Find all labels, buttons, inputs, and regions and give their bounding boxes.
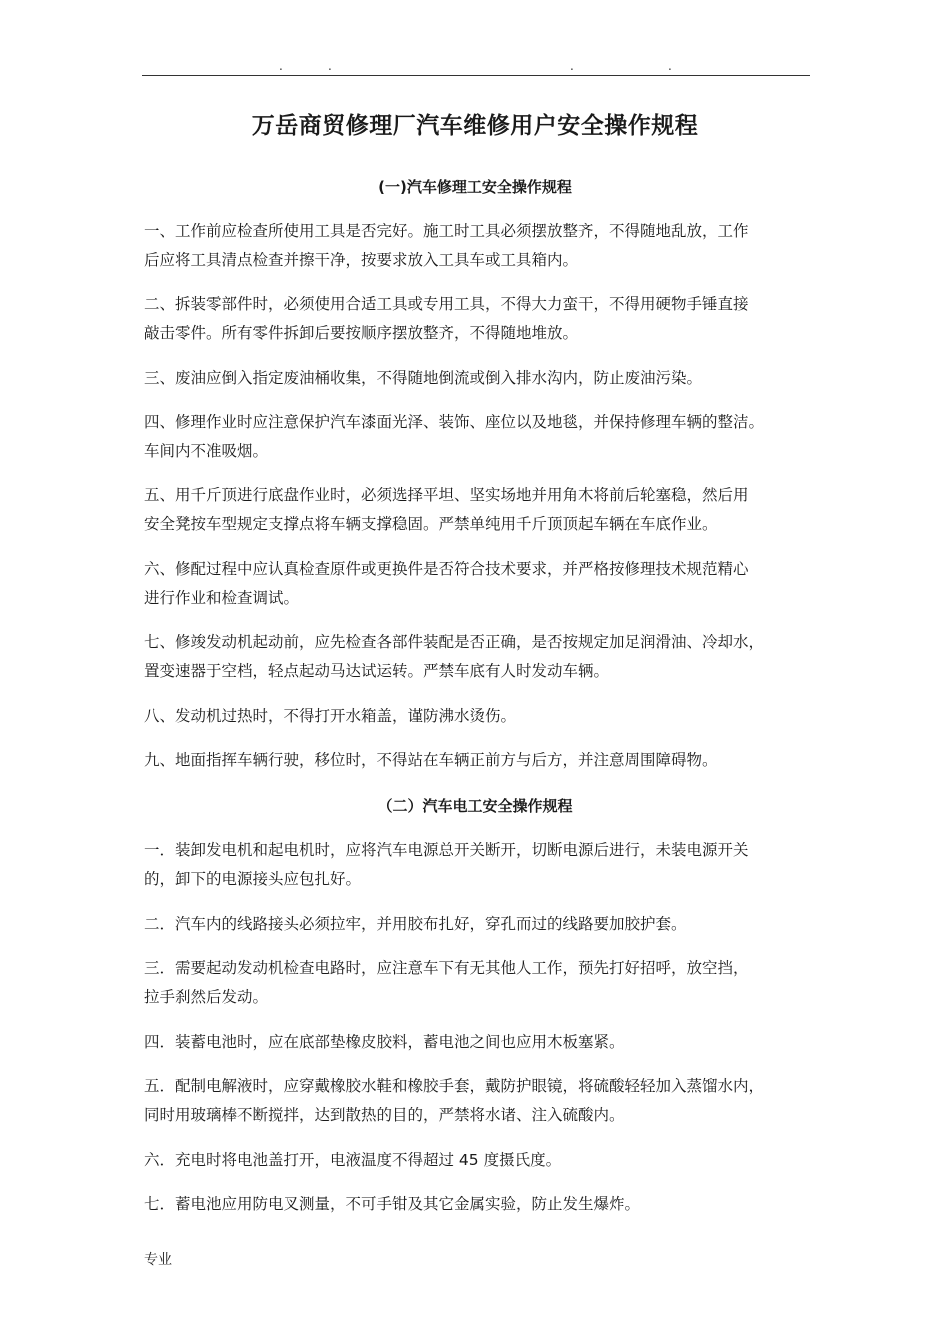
rule-line: 一．装卸发电机和起电机时，应将汽车电源总开关断开，切断电源后进行，未装电源开关 — [144, 841, 749, 859]
rule-line: 七、修竣发动机起动前，应先检查各部件装配是否正确，是否按规定加足润滑油、冷却水， — [144, 633, 765, 651]
rule-item — [144, 1072, 824, 1130]
rule-line: 三、废油应倒入指定废油桶收集，不得随地倒流或倒入排水沟内，防止废油污染。 — [144, 369, 703, 387]
rule-item — [144, 408, 824, 466]
rule-line: 四．装蓄电池时，应在底部垫橡皮胶料，蓄电池之间也应用木板塞紧。 — [144, 1033, 625, 1051]
rule-item — [144, 1028, 824, 1057]
rule-line: 八、发动机过热时，不得打开水箱盖，谨防沸水烫伤。 — [144, 707, 517, 725]
rule-line: 敲击零件。所有零件拆卸后要按顺序摆放整齐，不得随地堆放。 — [144, 324, 579, 342]
rule-line: 五．配制电解液时，应穿戴橡胶水鞋和橡胶手套，戴防护眼镜，将硫酸轻轻加入蒸馏水内， — [144, 1077, 765, 1095]
header-rule — [142, 75, 810, 76]
header-mark: . — [279, 59, 283, 73]
rule-line: 七．蓄电池应用防电叉测量，不可手钳及其它金属实验，防止发生爆炸。 — [144, 1195, 641, 1213]
rule-item — [144, 1190, 824, 1219]
rule-line: 的，卸下的电源接头应包扎好。 — [144, 870, 362, 888]
rule-line: 六．充电时将电池盖打开，电液温度不得超过 45 度摄氏度。 — [144, 1151, 562, 1169]
rule-line: 同时用玻璃棒不断搅拌，达到散热的目的，严禁将水诸、注入硫酸内。 — [144, 1106, 625, 1124]
document-title: 万岳商贸修理厂汽车维修用户安全操作规程 — [251, 113, 699, 139]
rule-line: 一、工作前应检查所使用工具是否完好。施工时工具必须摆放整齐，不得随地乱放，工作 — [144, 222, 749, 240]
section-heading-electrician: （二）汽车电工安全操作规程 — [377, 797, 573, 815]
header-mark: . — [328, 59, 332, 73]
rule-line: 二、拆装零部件时，必须使用合适工具或专用工具，不得大力蛮干，不得用硬物手锤直接 — [144, 295, 749, 313]
rule-item — [144, 954, 824, 1012]
rule-line: 拉手刹然后发动。 — [144, 988, 269, 1006]
rule-item — [144, 290, 824, 348]
rule-line: 后应将工具清点检查并擦干净，按要求放入工具车或工具箱内。 — [144, 251, 579, 269]
rule-item — [144, 910, 824, 939]
rule-line: 三．需要起动发动机检查电路时，应注意车下有无其他人工作，预先打好招呼，放空挡， — [144, 959, 749, 977]
rule-item — [144, 836, 824, 894]
rule-item — [144, 481, 824, 539]
rule-line: 进行作业和检查调试。 — [144, 589, 300, 607]
rule-line: 车间内不准吸烟。 — [144, 442, 269, 460]
rule-item — [144, 217, 824, 275]
rule-line: 九、地面指挥车辆行驶，移位时，不得站在车辆正前方与后方，并注意周围障碍物。 — [144, 751, 718, 769]
rule-line: 安全凳按车型规定支撑点将车辆支撑稳固。严禁单纯用千斤顶顶起车辆在车底作业。 — [144, 515, 718, 533]
rule-item — [144, 555, 824, 613]
rule-item — [144, 702, 824, 731]
rule-line: 五、用千斤顶进行底盘作业时，必须选择平坦、坚实场地并用角木将前后轮塞稳，然后用 — [144, 486, 749, 504]
section-heading-mechanic: (一)汽车修理工安全操作规程 — [378, 178, 572, 196]
rule-item — [144, 1146, 824, 1175]
header-mark: . — [570, 59, 574, 73]
rule-line: 四、修理作业时应注意保护汽车漆面光泽、装饰、座位以及地毯，并保持修理车辆的整洁。 — [144, 413, 765, 431]
rule-item — [144, 628, 824, 686]
rule-item — [144, 746, 824, 775]
rule-item — [144, 364, 824, 393]
header-mark: . — [668, 59, 672, 73]
rule-line: 置变速器于空档，轻点起动马达试运转。严禁车底有人时发动车辆。 — [144, 662, 610, 680]
footer-label: 专业 — [144, 1252, 172, 1268]
rule-line: 二．汽车内的线路接头必须拉牢，并用胶布扎好，穿孔而过的线路要加胶护套。 — [144, 915, 687, 933]
rule-line: 六、修配过程中应认真检查原件或更换件是否符合技术要求，并严格按修理技术规范精心 — [144, 560, 749, 578]
